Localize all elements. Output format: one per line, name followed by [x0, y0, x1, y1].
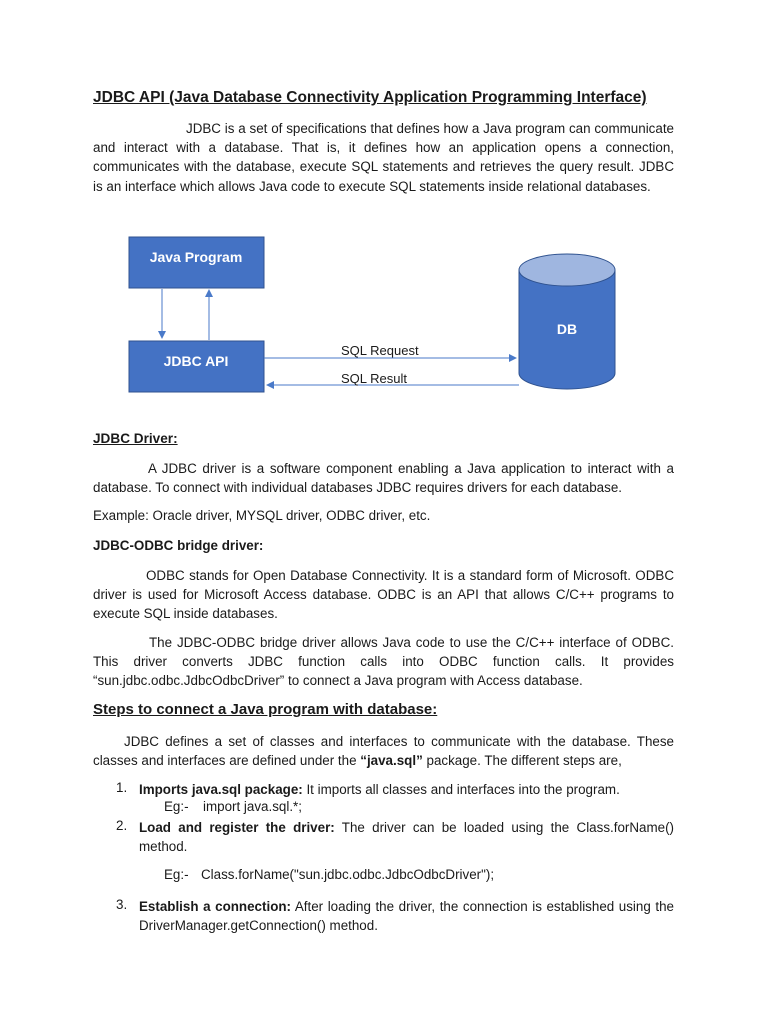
bridge-driver-heading: JDBC-ODBC bridge driver:	[93, 538, 264, 553]
step-2-eg-label: Eg:-	[164, 867, 189, 882]
steps-heading: Steps to connect a Java program with database:	[93, 701, 438, 718]
step-3-desc: After loading the driver, the connection is established using the DriverManager.getConnection() method.	[139, 899, 674, 934]
jdbc-api-box	[129, 341, 264, 392]
step-2-title: Load and register the driver:	[139, 820, 335, 835]
step-2-desc: The driver can be loaded using the Class.forName() method.	[139, 820, 674, 855]
jdbc-driver-heading: JDBC Driver:	[93, 431, 178, 446]
java-program-label: Java Program	[149, 249, 243, 265]
page-title: JDBC API (Java Database Connectivity Application Programming Interface)	[93, 89, 647, 106]
step-3-title: Establish a connection:	[139, 899, 292, 914]
step-2-text	[139, 818, 674, 856]
odbc-paragraph: ODBC stands for Open Database Connectivity. It is a standard form of Microsoft. ODBC driver is used for Microsoft Access database. ODBC is an API that allows C/C++ programs to execute SQL inside databases.	[93, 568, 674, 622]
jdbc-architecture-diagram	[0, 230, 768, 410]
steps-intro	[93, 732, 674, 770]
step-1-eg-label: Eg:-	[164, 799, 189, 814]
step-1-number: 1.	[116, 780, 128, 795]
sql-result-label: SQL Result	[341, 371, 407, 386]
jdbc-api-label: JDBC API	[163, 353, 229, 369]
step-1-desc: It imports all classes and interfaces into the program.	[302, 782, 620, 797]
jdbc-driver-paragraph: A JDBC driver is a software component enabling a Java application to interact with a database. To connect with individual databases JDBC requires drivers for each database.	[93, 461, 674, 496]
sql-request-label: SQL Request	[341, 343, 419, 358]
step-1-eg-code: import java.sql.*;	[203, 799, 302, 814]
db-label: DB	[556, 321, 578, 337]
steps-intro-tail: package. The different steps are,	[422, 753, 622, 769]
bridge-paragraph: The JDBC-ODBC bridge driver allows Java code to use the C/C++ interface of ODBC. This driver converts JDBC function calls into ODBC function calls. It provides “sun.jdbc.odbc.JdbcOdbcDriver” to connect a Java program with Access database.	[93, 635, 674, 689]
driver-example: Example: Oracle driver, MYSQL driver, ODBC driver, etc.	[93, 508, 431, 523]
step-2-eg-code: Class.forName("sun.jdbc.odbc.JdbcOdbcDriver");	[201, 867, 495, 882]
step-3-number: 3.	[116, 897, 128, 912]
step-2-number: 2.	[116, 818, 128, 833]
step-1-text	[139, 780, 674, 799]
java-sql-package: “java.sql”	[360, 753, 423, 769]
database-cylinder	[519, 254, 615, 389]
step-1-title: Imports java.sql package:	[139, 782, 303, 797]
steps-intro-text: JDBC defines a set of classes and interfaces to communicate with the database. These classes and interfaces are defined under the	[93, 734, 674, 769]
java-program-box	[129, 237, 264, 288]
intro-paragraph: JDBC is a set of specifications that defines how a Java program can communicate and interact with a database. That is, it defines how an application opens a connection, communicates with the database, execute SQL statements and retrieves the query result. JDBC is an interface which allows Java code to execute SQL statements inside relational databases.	[93, 121, 674, 194]
step-3-text	[139, 897, 674, 935]
